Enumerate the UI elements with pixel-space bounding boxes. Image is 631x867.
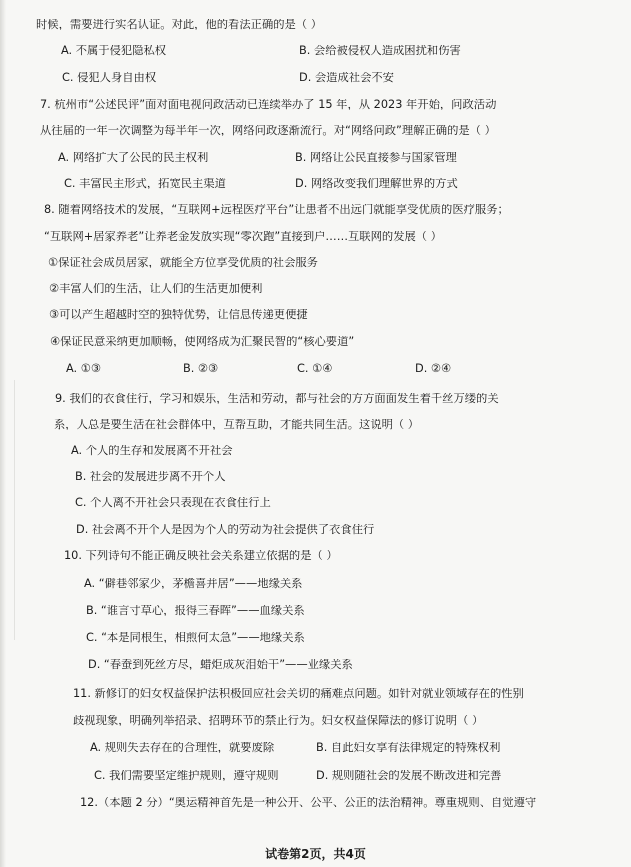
- q8-option-a: A. ①③: [66, 363, 101, 375]
- q8-statement-4: ④保证民意采纳更加顺畅，使网络成为汇聚民智的“核心要道”: [50, 336, 355, 348]
- margin-mark: [14, 380, 15, 640]
- scan-edge-shadow: [0, 0, 6, 867]
- question-11-line-2: 歧视现象，明确列举招录、招聘环节的禁止行为。妇女权益保障法的修订说明（ ）: [73, 715, 484, 727]
- q8-statement-3: ③可以产生超越时空的独特优势，让信息传递更便捷: [49, 309, 308, 321]
- q9-option-b: B. 社会的发展进步离不开个人: [75, 471, 226, 483]
- question-10-stem: 10. 下列诗句不能正确反映社会关系建立依据的是（ ）: [64, 550, 338, 562]
- question-8-line-2: “互联网+居家养老”让养老金发放实现“零次跑”直接到户……互联网的发展（ ）: [44, 231, 442, 243]
- q7-option-d: D. 网络改变我们理解世界的方式: [295, 178, 458, 190]
- q6-option-a: A. 不属于侵犯隐私权: [61, 45, 167, 57]
- question-12-line-1: 12.（本题 2 分）“奥运精神首先是一种公开、公平、公正的法治精神。尊重规则、自觉遵守: [80, 797, 537, 809]
- q10-option-b: B. “谁言寸草心，报得三春晖”——血缘关系: [86, 605, 305, 617]
- q6-option-c: C. 侵犯人身自由权: [62, 72, 157, 84]
- question-7-line-1: 7. 杭州市“公述民评”面对面电视问政活动已连续举办了 15 年，从 2023 年开始，问政活动: [40, 99, 497, 111]
- q9-option-d: D. 社会离不开个人是因为个人的劳动为社会提供了衣食住行: [76, 524, 375, 536]
- q8-option-c: C. ①④: [297, 363, 333, 375]
- q9-option-a: A. 个人的生存和发展离不开社会: [71, 445, 233, 457]
- q10-option-a: A. “僻巷邻家少，茅檐喜并居”——地缘关系: [84, 578, 303, 590]
- q10-option-d: D. “春蚕到死丝方尽，蜡炬成灰泪始干”——业缘关系: [88, 659, 353, 671]
- q10-option-c: C. “本是同根生，相煎何太急”——地缘关系: [86, 632, 305, 644]
- page-footer: 试卷第2页，共4页: [265, 847, 366, 861]
- question-9-line-2: 系，人总是要生活在社会群体中，互帮互助，才能共同生活。这说明（ ）: [54, 419, 420, 431]
- q6-option-b: B. 会给被侵权人造成困扰和伤害: [299, 45, 461, 57]
- q8-statement-2: ②丰富人们的生活，让人们的生活更加便利: [49, 283, 263, 295]
- q8-option-d: D. ②④: [415, 363, 452, 375]
- q11-option-d: D. 规则随社会的发展不断改进和完善: [316, 770, 502, 782]
- q11-option-c: C. 我们需要坚定维护规则，遵守规则: [94, 770, 279, 782]
- question-8-line-1: 8. 随着网络技术的发展，“互联网+远程医疗平台”让患者不出远门就能享受优质的医疗服务；: [44, 204, 509, 216]
- question-9-line-1: 9. 我们的衣食住行，学习和娱乐，生活和劳动，都与社会的方方面面发生着千丝万缕的关: [55, 393, 499, 405]
- question-7-line-2: 从往届的一年一次调整为每半年一次，网络问政逐渐流行。对“网络问政”理解正确的是（ ）: [40, 125, 496, 137]
- q7-option-c: C. 丰富民主形式，拓宽民主渠道: [64, 178, 226, 190]
- question-11-line-1: 11. 新修订的妇女权益保护法积极回应社会关切的痛难点问题。如针对就业领域存在的性别: [73, 688, 524, 700]
- q6-option-d: D. 会造成社会不安: [299, 72, 394, 84]
- q8-option-b: B. ②③: [183, 363, 219, 375]
- q7-option-a: A. 网络扩大了公民的民主权利: [58, 152, 209, 164]
- q9-option-c: C. 个人离不开社会只表现在衣食住行上: [75, 497, 271, 509]
- q7-option-b: B. 网络让公民直接参与国家管理: [295, 152, 457, 164]
- question-6-tail: 时候，需要进行实名认证。对此，他的看法正确的是（ ）: [36, 19, 323, 31]
- q8-statement-1: ①保证社会成员居家，就能全方位享受优质的社会服务: [48, 257, 318, 269]
- q11-option-b: B. 自此妇女享有法律规定的特殊权利: [316, 742, 501, 754]
- q11-option-a: A. 规则失去存在的合理性，就要废除: [90, 742, 275, 754]
